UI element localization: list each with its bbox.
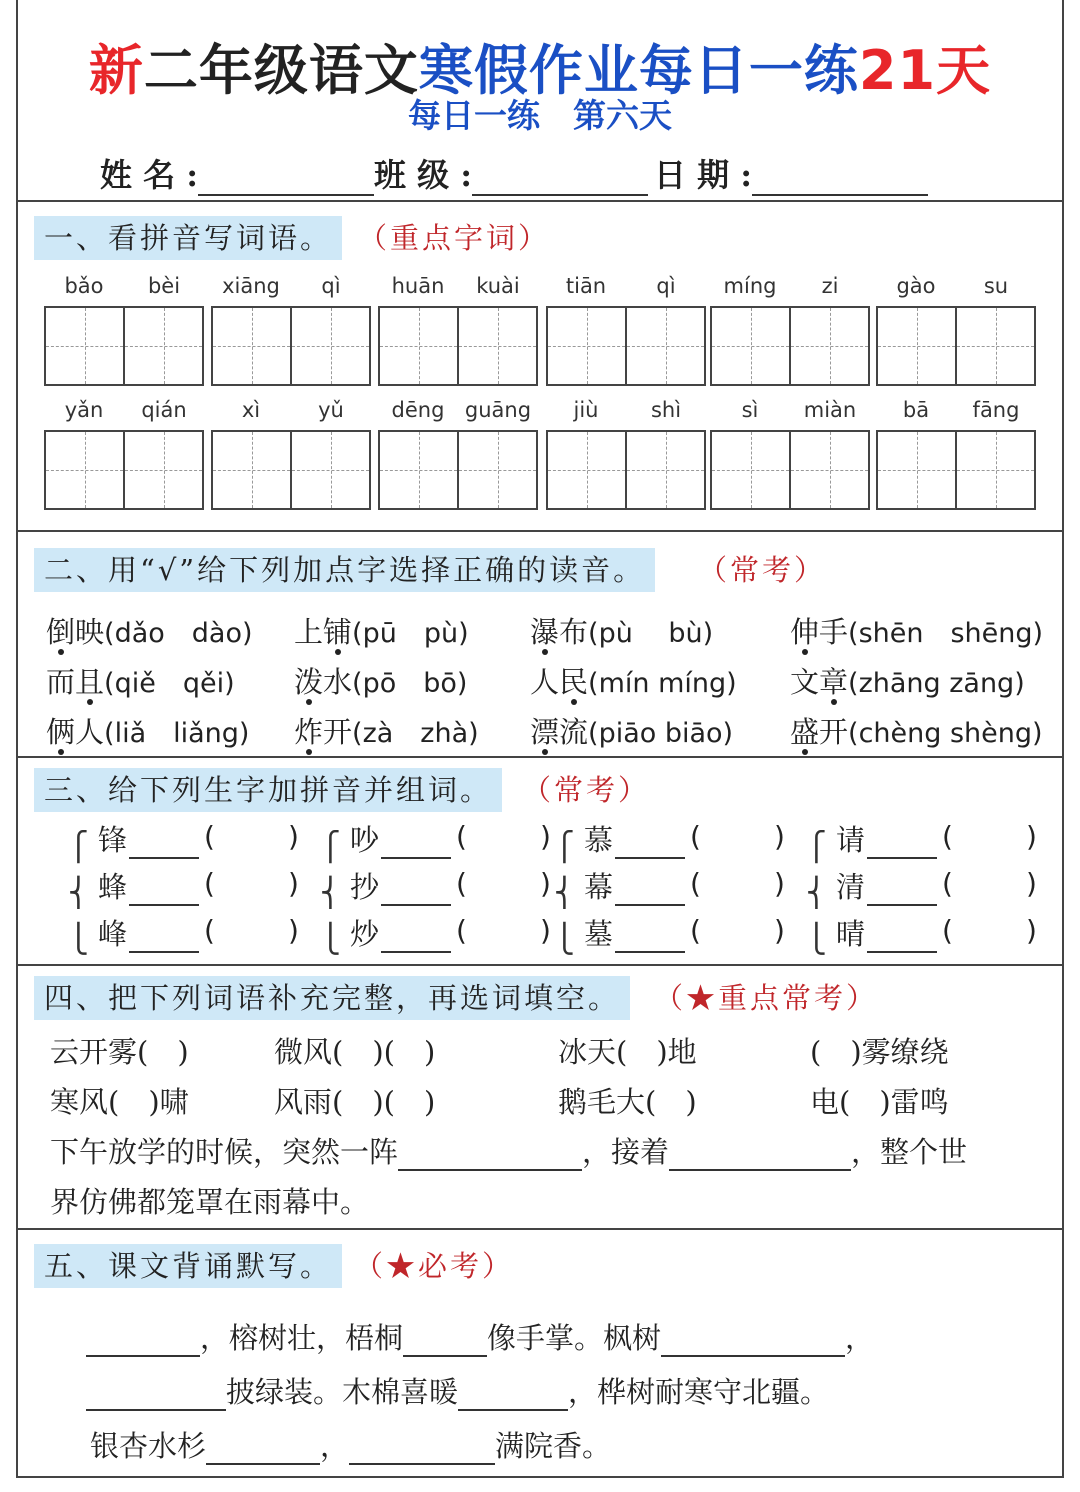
section-complete-words [18,964,1062,1228]
pinyin-label: kuài [476,274,520,298]
reading-item[interactable]: 泼水(pō bō) [294,665,468,699]
grid-cell[interactable] [292,432,369,508]
pinyin-label: jiù [573,398,599,422]
pinyin-label: yǎn [64,398,104,422]
pinyin-blank[interactable] [381,829,451,859]
grid-cell[interactable] [213,432,292,508]
idiom-item[interactable]: 鹅毛大( ) [558,1085,697,1119]
writing-grid[interactable] [710,430,870,510]
writing-grid[interactable] [44,430,204,510]
section-reading-choice [18,530,1062,756]
fill-sentence-line-1: 下午放学的时候，突然一阵 ，接着 ，整个世 [50,1135,968,1169]
grid-cell[interactable] [459,308,536,384]
idiom-item[interactable]: 寒风( )啸 [50,1085,189,1119]
recite-line-2: 披绿装。木棉喜暖 ，桦树耐寒守北疆。 [86,1370,829,1411]
pinyin-label: qì [321,274,341,298]
pinyin-blank[interactable] [867,876,937,906]
pinyin-blank[interactable] [615,829,685,859]
pinyin-label: gào [896,274,936,298]
grid-cell[interactable] [125,432,202,508]
section-pinyin-writing [18,200,1062,530]
recite-blank[interactable] [661,1325,845,1357]
grid-cell[interactable] [712,308,791,384]
section-tag: （★必考） [354,1249,515,1283]
grid-cell[interactable] [292,308,369,384]
writing-grid[interactable] [546,306,706,386]
grid-cell[interactable] [380,308,459,384]
pinyin-blank[interactable] [381,923,451,953]
pinyin-label: huān [391,274,445,298]
char-item[interactable]: 慕 ( ) [584,820,785,857]
pinyin-blank[interactable] [129,829,199,859]
section-heading: 三、给下列生字加拼音并组词。 [34,768,502,812]
reading-item[interactable]: 炸开(zà zhà) [294,715,479,749]
writing-grid[interactable] [211,430,371,510]
page-title: 新二年级语文寒假作业每日一练21天 [88,39,992,102]
section-recitation [18,1228,1062,1478]
sentence-blank-2[interactable] [669,1139,851,1171]
pinyin-label: tiān [565,274,607,298]
reading-item[interactable]: 人民(mín míng) [530,665,737,699]
idiom-item[interactable]: 云开雾( ) [50,1035,189,1069]
pinyin-label: xì [241,398,261,422]
pinyin-label: míng [723,274,777,298]
class-field[interactable]: 班 级 : [374,150,648,196]
pinyin-label: bèi [147,274,181,298]
pinyin-label: guāng [464,398,532,422]
brace-icon: ⎧ ⎨ ⎩ [554,830,575,955]
pinyin-label: sì [741,398,759,422]
recite-blank[interactable] [86,1325,200,1357]
recite-blank[interactable] [86,1379,226,1411]
grid-cell[interactable] [791,308,868,384]
char-group [806,818,1046,958]
pinyin-blank[interactable] [867,923,937,953]
pinyin-blank[interactable] [867,829,937,859]
section-heading: 四、把下列词语补充完整，再选词填空。 [34,976,630,1020]
char-item[interactable]: 请 ( ) [836,820,1037,857]
pinyin-blank[interactable] [129,876,199,906]
reading-item[interactable]: 瀑布(pù bù) [530,615,714,649]
date-field[interactable]: 日 期 : [654,150,928,196]
writing-grid[interactable] [710,306,870,386]
writing-grid[interactable] [211,306,371,386]
recite-blank[interactable] [403,1325,487,1357]
char-item[interactable]: 墓 ( ) [584,914,785,951]
writing-grid[interactable] [378,306,538,386]
recite-blank[interactable] [458,1379,568,1411]
recite-blank[interactable] [206,1433,320,1465]
grid-cell[interactable] [213,308,292,384]
char-item[interactable]: 吵 ( ) [350,820,551,857]
pinyin-label: qián [141,398,187,422]
writing-grid[interactable] [378,430,538,510]
char-item[interactable]: 蜂 ( ) [98,867,299,904]
char-group [68,818,308,958]
grid-cell[interactable] [791,432,868,508]
worksheet [16,0,1064,1478]
reading-item[interactable]: 俩人(liǎ liǎng) [46,715,250,749]
reading-item[interactable]: 上铺(pū pù) [294,615,469,649]
pinyin-label: shì [650,398,682,422]
reading-item[interactable]: 漂流(piāo biāo) [530,715,734,749]
pinyin-label: su [983,274,1009,298]
pinyin-blank[interactable] [615,923,685,953]
char-item[interactable]: 清 ( ) [836,867,1037,904]
pinyin-label: bā [902,398,930,422]
idiom-item[interactable]: 微风( )( ) [274,1035,436,1069]
pinyin-label: miàn [803,398,857,422]
reading-item[interactable]: 盛开(chèng shèng) [790,715,1043,749]
char-item[interactable]: 锋 ( ) [98,820,299,857]
grid-cell[interactable] [627,432,704,508]
writing-grid[interactable] [876,430,1036,510]
grid-cell[interactable] [46,308,125,384]
recite-line-3: 银杏水杉 ， 满院香。 [90,1429,612,1463]
char-group [554,818,794,958]
brace-icon: ⎧ ⎨ ⎩ [806,830,827,955]
reading-item[interactable]: 伸手(shēn shēng) [790,615,1044,649]
reading-item[interactable]: 而且(qiě qěi) [46,665,235,699]
reading-item[interactable]: 倒映(dǎo dào) [46,615,253,649]
char-item[interactable]: 幕 ( ) [584,867,785,904]
char-item[interactable]: 抄 ( ) [350,867,551,904]
section-tag: （重点字词） [358,221,551,255]
writing-grid[interactable] [876,306,1036,386]
fill-sentence-line-2: 界仿佛都笼罩在雨幕中。 [50,1185,370,1219]
grid-cell[interactable] [957,432,1034,508]
pinyin-blank[interactable] [615,876,685,906]
brace-icon: ⎧ ⎨ ⎩ [68,830,89,955]
char-item[interactable]: 峰 ( ) [98,914,299,951]
section-heading: 二、用“√”给下列加点字选择正确的读音。 [34,548,655,592]
section-tag: （★重点常考） [654,981,879,1015]
pinyin-label: yǔ [318,398,344,422]
grid-cell[interactable] [380,432,459,508]
name-field[interactable]: 姓 名 : [100,150,374,196]
pinyin-label: xiāng [222,274,280,298]
writing-grid[interactable] [546,430,706,510]
char-group [320,818,560,958]
grid-cell[interactable] [548,308,627,384]
pinyin-label: dēng [391,398,445,422]
section-tag: （常考） [522,773,651,807]
pinyin-label: qì [656,274,676,298]
section-heading: 五、课文背诵默写。 [34,1244,342,1288]
grid-cell[interactable] [46,432,125,508]
grid-cell[interactable] [548,432,627,508]
grid-cell[interactable] [878,308,957,384]
grid-cell[interactable] [627,308,704,384]
pinyin-blank[interactable] [381,876,451,906]
pinyin-label: fāng [972,398,1020,422]
grid-cell[interactable] [957,308,1034,384]
pinyin-blank[interactable] [129,923,199,953]
idiom-item[interactable]: ( )雾缭绕 [810,1035,949,1069]
grid-cell[interactable] [712,432,791,508]
pinyin-label: zi [821,274,839,298]
grid-cell[interactable] [878,432,957,508]
section-tag: （常考） [698,553,827,587]
char-item[interactable]: 晴 ( ) [836,914,1037,951]
pinyin-label: bǎo [64,274,104,298]
idiom-item[interactable]: 风雨( )( ) [274,1085,436,1119]
recite-blank[interactable] [349,1433,495,1465]
idiom-item[interactable]: 电( )雷鸣 [810,1085,949,1119]
idiom-item[interactable]: 冰天( )地 [558,1035,697,1069]
grid-cell[interactable] [125,308,202,384]
reading-item[interactable]: 文章(zhāng zāng) [790,665,1025,699]
page-subtitle: 每日一练 第六天 [408,96,672,135]
sentence-blank-1[interactable] [398,1139,582,1171]
recite-line-1: ，榕树壮，梧桐 像手掌。枫树 ， [86,1316,874,1357]
grid-cell[interactable] [459,432,536,508]
section-heading: 一、看拼音写词语。 [34,216,342,260]
char-item[interactable]: 炒 ( ) [350,914,551,951]
writing-grid[interactable] [44,306,204,386]
brace-icon: ⎧ ⎨ ⎩ [320,830,341,955]
